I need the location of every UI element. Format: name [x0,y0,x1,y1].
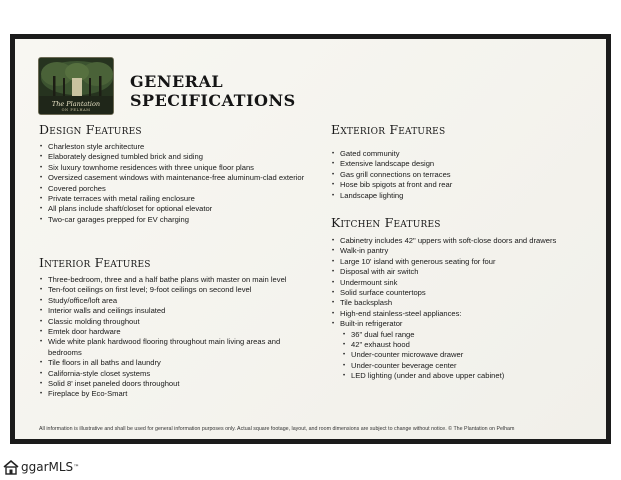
list-subitem: • 36" dual fuel range [331,330,593,340]
list-item: • Disposal with air switch [331,267,593,277]
list-item: • Oversized casement windows with maintenance-free aluminum-clad exterior [39,173,311,183]
interior-features-heading: Interior Features [39,255,151,270]
list-item: • Interior walls and ceilings insulated [39,306,311,316]
plantation-logo [38,57,114,115]
exterior-features-heading: Exterior Features [331,122,446,137]
list-item: • Gas grill connections on terraces [331,170,593,180]
list-item: • Gated community [331,149,593,159]
list-item: • Large 10' island with generous seating for four [331,257,593,267]
list-item: • Tile backsplash [331,298,593,308]
list-item: • Solid surface countertops [331,288,593,298]
spec-sheet-frame [10,34,611,444]
interior-features-list [39,275,311,400]
title-line-2: SPECIFICATIONS [130,91,296,110]
list-item: • Built-in refrigerator [331,319,593,329]
kitchen-features-heading: Kitchen Features [331,215,441,230]
disclaimer-footnote: All information is illustrative and shall be used for general information purposes only. Actual square footage, layout, and room dimensions are subject to change without notice. © The Plantation on Pelham [39,426,515,432]
kitchen-features-list [331,236,593,382]
exterior-features-list [331,149,593,201]
design-features-list [39,142,311,225]
logo-subtitle: ON PELHAM [61,107,91,112]
list-item: • Two-car garages prepped for EV charging [39,215,311,225]
list-item: • Charleston style architecture [39,142,311,152]
design-features-heading: Design Features [39,122,142,137]
list-item: • Extensive landscape design [331,159,593,169]
list-item: • Elaborately designed tumbled brick and siding [39,152,311,162]
spec-sheet [15,39,606,439]
list-item: • Study/office/loft area [39,296,311,306]
list-item: • Hose bib spigots at front and rear [331,180,593,190]
list-item: • Wide white plank hardwood flooring throughout main living areas and bedrooms [39,337,311,358]
list-item: • High-end stainless-steel appliances: [331,309,593,319]
trademark-mark: ™ [73,463,80,471]
list-item: • Classic molding throughout [39,317,311,327]
mls-watermark [2,458,79,476]
list-item: • Undermount sink [331,278,593,288]
list-item: • Solid 8' inset paneled doors throughout [39,379,311,389]
list-item: • Cabinetry includes 42" uppers with soft-close doors and drawers [331,236,593,246]
house-icon [2,459,20,475]
page-title [130,72,296,110]
list-item: • Private terraces with metal railing enclosure [39,194,311,204]
list-item: • Covered porches [39,184,311,194]
list-item: • All plans include shaft/closet for optional elevator [39,204,311,214]
list-item: • California-style closet systems [39,369,311,379]
list-item: • Landscape lighting [331,191,593,201]
logo-name: The Plantation [51,99,101,108]
list-item: • Six luxury townhome residences with three unique floor plans [39,163,311,173]
list-subitem: • Under-counter beverage center [331,361,593,371]
list-item: • Tile floors in all baths and laundry [39,358,311,368]
title-line-1: GENERAL [130,72,224,91]
list-item: • Walk-in pantry [331,246,593,256]
watermark-text: ggarMLS [21,460,74,474]
list-item: • Emtek door hardware [39,327,311,337]
list-subitem: • LED lighting (under and above upper cabinet) [331,371,593,381]
list-subitem: • Under-counter microwave drawer [331,350,593,360]
list-item: • Ten-foot ceilings on first level; 9-foot ceilings on second level [39,285,311,295]
list-subitem: • 42" exhaust hood [331,340,593,350]
list-item: • Three-bedroom, three and a half bathe plans with master on main level [39,275,311,285]
list-item: • Fireplace by Eco-Smart [39,389,311,399]
